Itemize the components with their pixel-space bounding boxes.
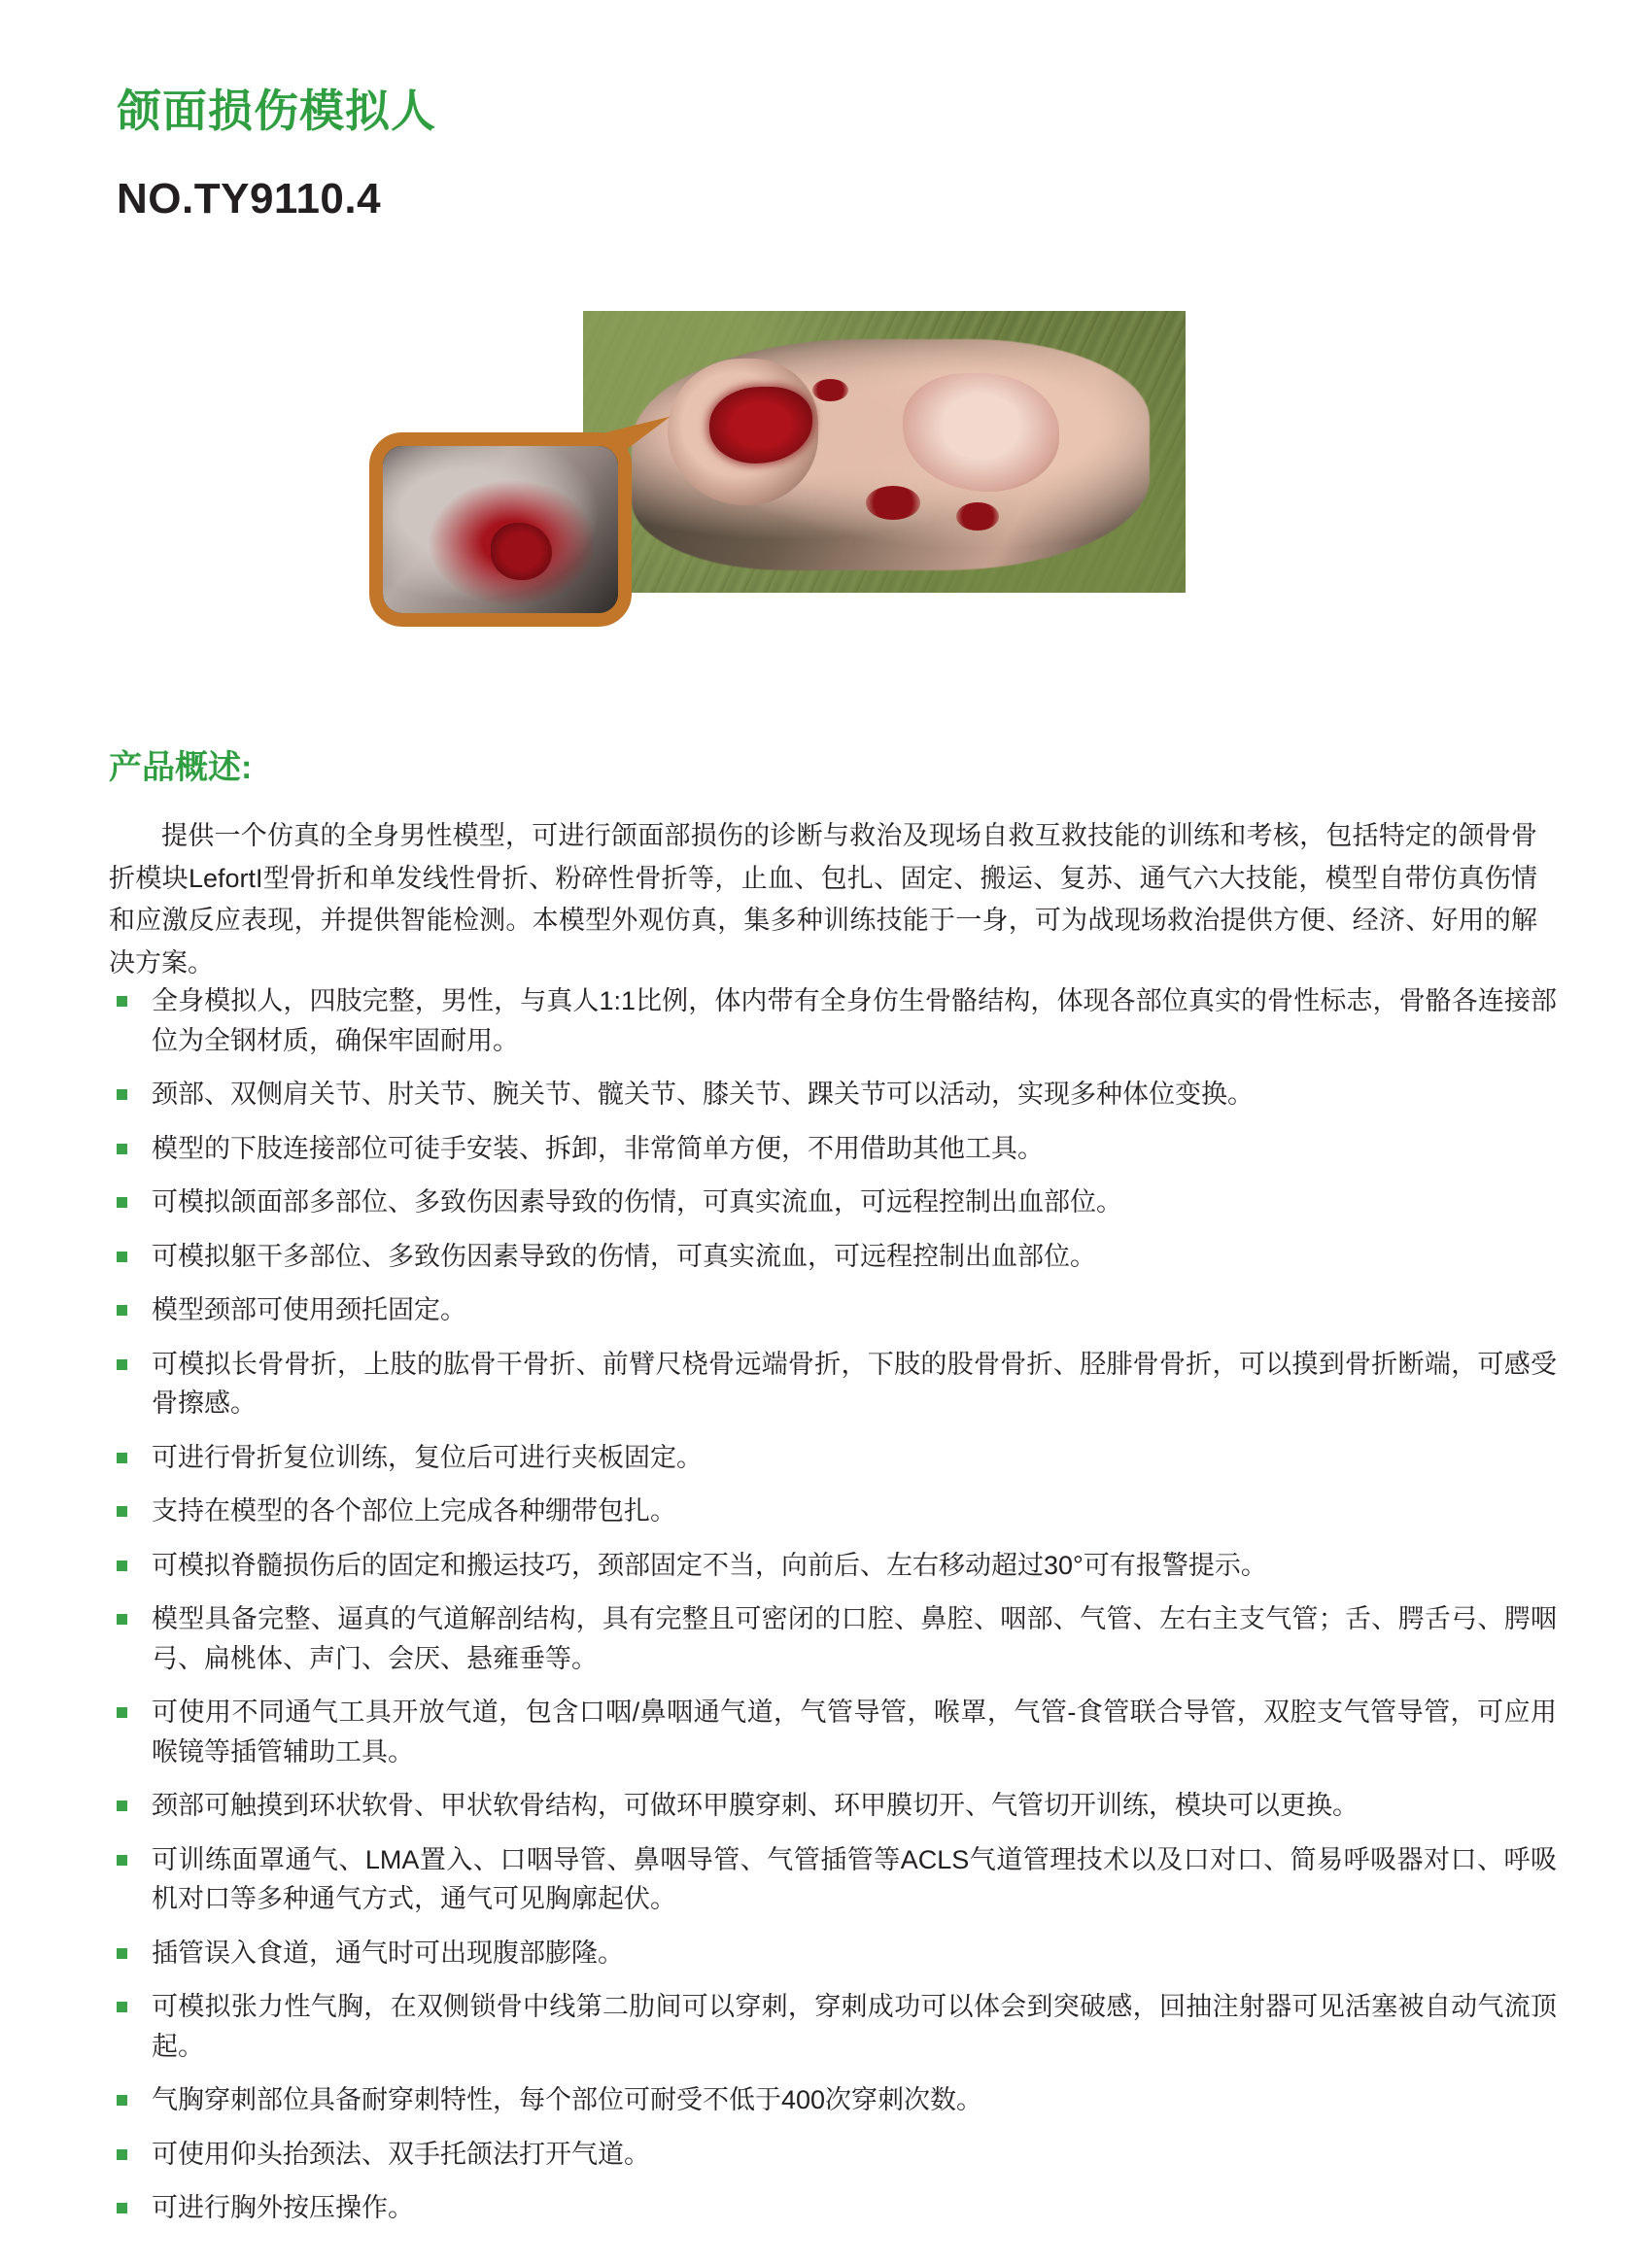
blood-spot xyxy=(866,486,920,520)
model-number: NO.TY9110.4 xyxy=(117,175,382,223)
list-item: 可训练面罩通气、LMA置入、口咽导管、鼻咽导管、气管插管等ACLS气道管理技术以及口对口、简易呼吸器对口、呼吸机对口等多种通气方式，通气可见胸廓起伏。 xyxy=(109,1840,1557,1919)
list-item: 模型的下肢连接部位可徒手安装、拆卸，非常简单方便，不用借助其他工具。 xyxy=(109,1129,1557,1169)
list-item: 颈部可触摸到环状软骨、甲状软骨结构，可做环甲膜穿刺、环甲膜切开、气管切开训练，模块可以更换。 xyxy=(109,1786,1557,1826)
blood-spot xyxy=(812,379,848,401)
blood-spot xyxy=(956,502,998,531)
overview-text: 提供一个仿真的全身男性模型，可进行颌面部损伤的诊断与救治及现场自救互救技能的训练和考核，包括特定的颌骨骨折模块LefortI型骨折和单发线性骨折、粉碎性骨折等，止血、包扎、固定、搬运、复苏、通气六大技能，模型自带仿真伤情和应激反应表现，并提供智能检测。本模型外观仿真，集多种训练技能于一身，可为战现场救治提供方便、经济、好用的解决方案。 xyxy=(109,821,1537,978)
list-item: 可模拟长骨骨折，上肢的肱骨干骨折、前臂尺桡骨远端骨折，下肢的股骨骨折、胫腓骨骨折，可以摸到骨折断端，可感受骨擦感。 xyxy=(109,1345,1557,1424)
overview-heading: 产品概述: xyxy=(109,749,253,786)
list-item: 可模拟躯干多部位、多致伤因素导致的伤情，可真实流血，可远程控制出血部位。 xyxy=(109,1237,1557,1277)
list-item: 支持在模型的各个部位上完成各种绷带包扎。 xyxy=(109,1492,1557,1531)
list-item: 可使用仰头抬颈法、双手托颌法打开气道。 xyxy=(109,2135,1557,2175)
list-item: 颈部、双侧肩关节、肘关节、腕关节、髋关节、膝关节、踝关节可以活动，实现多种体位变换。 xyxy=(109,1075,1557,1115)
product-figure xyxy=(369,311,1224,719)
list-item: 可模拟脊髓损伤后的固定和搬运技巧，颈部固定不当，向前后、左右移动超过30°可有报警提示。 xyxy=(109,1546,1557,1586)
casualty-field-photo xyxy=(583,311,1186,593)
page-title: 颌面损伤模拟人 xyxy=(117,86,436,136)
mouth-wound xyxy=(491,523,552,579)
list-item: 模型颈部可使用颈托固定。 xyxy=(109,1290,1557,1330)
list-item: 插管误入食道，通气时可出现腹部膨隆。 xyxy=(109,1934,1557,1973)
list-item: 气胸穿刺部位具备耐穿刺特性，每个部位可耐受不低于400次穿刺次数。 xyxy=(109,2080,1557,2120)
list-item: 可模拟颌面部多部位、多致伤因素导致的伤情，可真实流血，可远程控制出血部位。 xyxy=(109,1183,1557,1222)
facial-wound-closeup xyxy=(369,432,632,627)
list-item: 可进行胸外按压操作。 xyxy=(109,2188,1557,2228)
list-item: 可进行骨折复位训练，复位后可进行夹板固定。 xyxy=(109,1438,1557,1478)
list-item: 模型具备完整、逼真的气道解剖结构，具有完整且可密闭的口腔、鼻腔、咽部、气管、左右主支气管；舌、腭舌弓、腭咽弓、扁桃体、声门、会厌、悬雍垂等。 xyxy=(109,1599,1557,1678)
list-item: 可模拟张力性气胸，在双侧锁骨中线第二肋间可以穿刺，穿刺成功可以体会到突破感，回抽注射器可见活塞被自动气流顶起。 xyxy=(109,1987,1557,2066)
list-item: 可使用不同通气工具开放气道，包含口咽/鼻咽通气道，气管导管，喉罩，气管-食管联合导管，双腔支气管导管，可应用喉镜等插管辅助工具。 xyxy=(109,1693,1557,1771)
feature-list xyxy=(109,981,1557,2243)
list-item: 全身模拟人，四肢完整，男性，与真人1:1比例，体内带有全身仿生骨骼结构，体现各部位真实的骨性标志，骨骼各连接部位为全钢材质，确保牢固耐用。 xyxy=(109,981,1557,1060)
